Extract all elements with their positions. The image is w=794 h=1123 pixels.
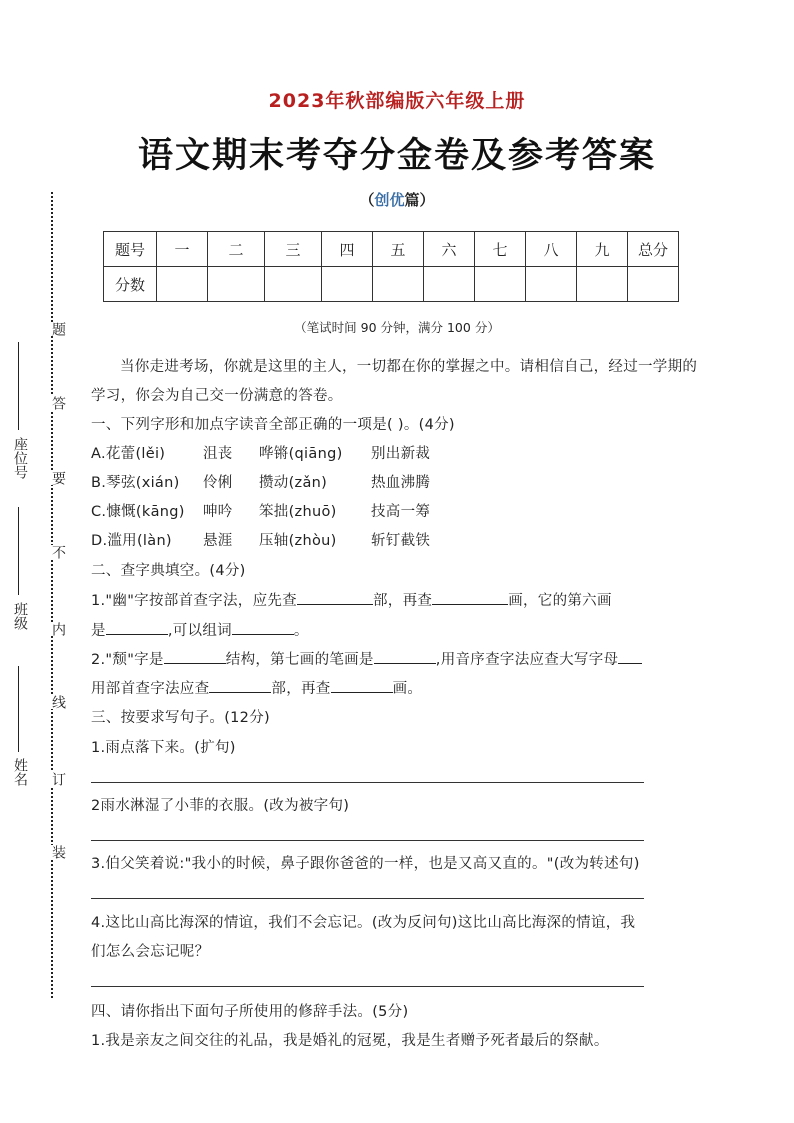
- edition-main: 创优: [374, 191, 405, 209]
- score-row-label: 分数: [104, 267, 157, 302]
- answer-line[interactable]: [91, 986, 644, 987]
- blank-field[interactable]: [232, 620, 294, 635]
- q1-text: 是: [91, 623, 106, 639]
- score-cell-label: 题号: [104, 232, 157, 267]
- option-cell: 悬涯: [203, 533, 233, 549]
- score-table-header-row: [104, 232, 679, 267]
- score-input-cell[interactable]: [265, 267, 322, 302]
- section3-q2: 2雨水淋湿了小菲的衣服。(改为被字句): [91, 798, 350, 814]
- score-input-cell[interactable]: [157, 267, 208, 302]
- option-a[interactable]: [91, 442, 430, 463]
- class-blank[interactable]: [18, 507, 19, 595]
- seal-char: 装: [50, 845, 66, 859]
- blank-field[interactable]: [432, 590, 508, 605]
- score-col-8: 八: [526, 232, 577, 267]
- blank-field[interactable]: [209, 678, 271, 693]
- score-input-cell[interactable]: [475, 267, 526, 302]
- intro-line-1: 当你走进考场，你就是这里的主人，一切都在你的掌握之中。请相信自己，经过一学期的: [120, 359, 698, 375]
- section4-heading: 四、请你指出下面句子所使用的修辞手法。(5分): [91, 1004, 409, 1020]
- seat-number-label: 座位号: [12, 437, 28, 479]
- answer-line[interactable]: [91, 898, 644, 899]
- q1-text: 1."幽"字按部首查字法，应先查: [91, 593, 297, 609]
- section3-q1: 1.雨点落下来。(扩句): [91, 740, 236, 756]
- seal-char: 不: [50, 545, 66, 559]
- option-b[interactable]: [91, 471, 430, 492]
- q2-text: ,用音序查字法应查大写字母: [435, 652, 619, 668]
- score-col-5: 五: [373, 232, 424, 267]
- score-col-9: 九: [577, 232, 628, 267]
- option-cell: B.琴弦(xián): [91, 475, 180, 491]
- score-input-cell[interactable]: [526, 267, 577, 302]
- edition-label: [0, 189, 794, 210]
- score-table-score-row: [104, 267, 679, 302]
- seal-char: 订: [50, 772, 66, 786]
- seal-char: 线: [50, 695, 66, 709]
- section3-heading: 三、按要求写句子。(12分): [91, 710, 270, 726]
- option-cell: 技高一筹: [371, 504, 431, 520]
- q2-text: 用部首查字法应查: [91, 681, 210, 697]
- option-cell: 笨拙(zhuō): [259, 504, 337, 520]
- score-input-cell[interactable]: [208, 267, 265, 302]
- q1-text: ,可以组词: [167, 623, 232, 639]
- binding-dotted-line: [51, 192, 53, 998]
- score-input-cell[interactable]: [424, 267, 475, 302]
- name-blank[interactable]: [18, 666, 19, 752]
- score-col-4: 四: [322, 232, 373, 267]
- option-cell: 别出新裁: [371, 446, 431, 462]
- q2-text: 部，再查: [271, 681, 331, 697]
- intro-line-2: 学习，你会为自己交一份满意的答卷。: [91, 388, 343, 404]
- blank-field[interactable]: [374, 649, 436, 664]
- q1-text: 画，它的第六画: [508, 593, 612, 609]
- option-cell: 压轴(zhòu): [259, 533, 337, 549]
- option-cell: D.滥用(làn): [91, 533, 172, 549]
- section2-heading: 二、查字典填空。(4分): [91, 563, 246, 579]
- section2-q2-line2: [91, 677, 422, 698]
- exam-subtitle: 2023年秋部编版六年级上册: [268, 90, 526, 112]
- section2-q1-line1: [91, 589, 612, 610]
- class-label: 班级: [12, 602, 28, 630]
- q2-text: 结构，第七画的笔画是: [225, 652, 374, 668]
- q2-text: 画。: [392, 681, 423, 697]
- edition-close: 篇）: [404, 191, 435, 209]
- answer-line[interactable]: [91, 782, 644, 783]
- exam-title: 语文期末考夺分金卷及参考答案: [137, 136, 656, 176]
- seal-char: 题: [50, 322, 66, 336]
- option-cell: A.花蕾(lěi): [91, 446, 166, 462]
- blank-field[interactable]: [618, 649, 642, 664]
- option-c[interactable]: [91, 500, 430, 521]
- option-d[interactable]: [91, 529, 430, 550]
- section3-q3: 3.伯父笑着说:"我小的时候，鼻子跟你爸爸的一样，也是又高又直的。"(改为转述句): [91, 856, 640, 872]
- section3-q4-line2: 们怎么会忘记呢？: [91, 944, 210, 960]
- answer-line[interactable]: [91, 840, 644, 841]
- score-col-total: 总分: [628, 232, 679, 267]
- blank-field[interactable]: [164, 649, 226, 664]
- score-table: [103, 231, 679, 302]
- seat-number-blank[interactable]: [18, 342, 19, 430]
- score-input-cell[interactable]: [373, 267, 424, 302]
- blank-field[interactable]: [297, 590, 373, 605]
- section3-q4-line1: 4.这比山高比海深的情谊，我们不会忘记。(改为反问句)这比山高比海深的情谊，我: [91, 915, 636, 931]
- blank-field[interactable]: [331, 678, 393, 693]
- option-cell: 呻吟: [203, 504, 233, 520]
- section2-q2-line1: [91, 648, 642, 669]
- score-col-6: 六: [424, 232, 475, 267]
- option-cell: C.慷慨(kāng): [91, 504, 185, 520]
- q2-text: 2."颓"字是: [91, 652, 164, 668]
- seal-char: 内: [50, 622, 66, 636]
- option-cell: 哗锵(qiāng): [259, 446, 343, 462]
- exam-time-note: （笔试时间 90 分钟，满分 100 分）: [294, 320, 500, 335]
- option-cell: 斩钉截铁: [371, 533, 431, 549]
- score-col-7: 七: [475, 232, 526, 267]
- score-input-cell[interactable]: [628, 267, 679, 302]
- blank-field[interactable]: [106, 620, 168, 635]
- option-cell: 伶俐: [203, 475, 233, 491]
- name-label: 姓名: [12, 758, 28, 786]
- score-col-2: 二: [208, 232, 265, 267]
- score-input-cell[interactable]: [322, 267, 373, 302]
- score-col-3: 三: [265, 232, 322, 267]
- seal-char: 要: [50, 471, 66, 485]
- option-cell: 沮丧: [203, 446, 233, 462]
- q1-text: 部，再查: [372, 593, 433, 609]
- option-cell: 攒动(zǎn): [259, 475, 328, 491]
- seal-char: 答: [50, 396, 66, 410]
- section4-q1: 1.我是亲友之间交往的礼品，我是婚礼的冠冕，我是生者赠予死者最后的祭献。: [91, 1033, 609, 1049]
- edition-open: （: [359, 191, 375, 209]
- score-input-cell[interactable]: [577, 267, 628, 302]
- section1-heading: 一、下列字形和加点字读音全部正确的一项是( )。(4分): [91, 417, 455, 433]
- section2-q1-line2: [91, 619, 309, 640]
- q1-text: 。: [293, 623, 309, 639]
- option-cell: 热血沸腾: [371, 475, 431, 491]
- score-col-1: 一: [157, 232, 208, 267]
